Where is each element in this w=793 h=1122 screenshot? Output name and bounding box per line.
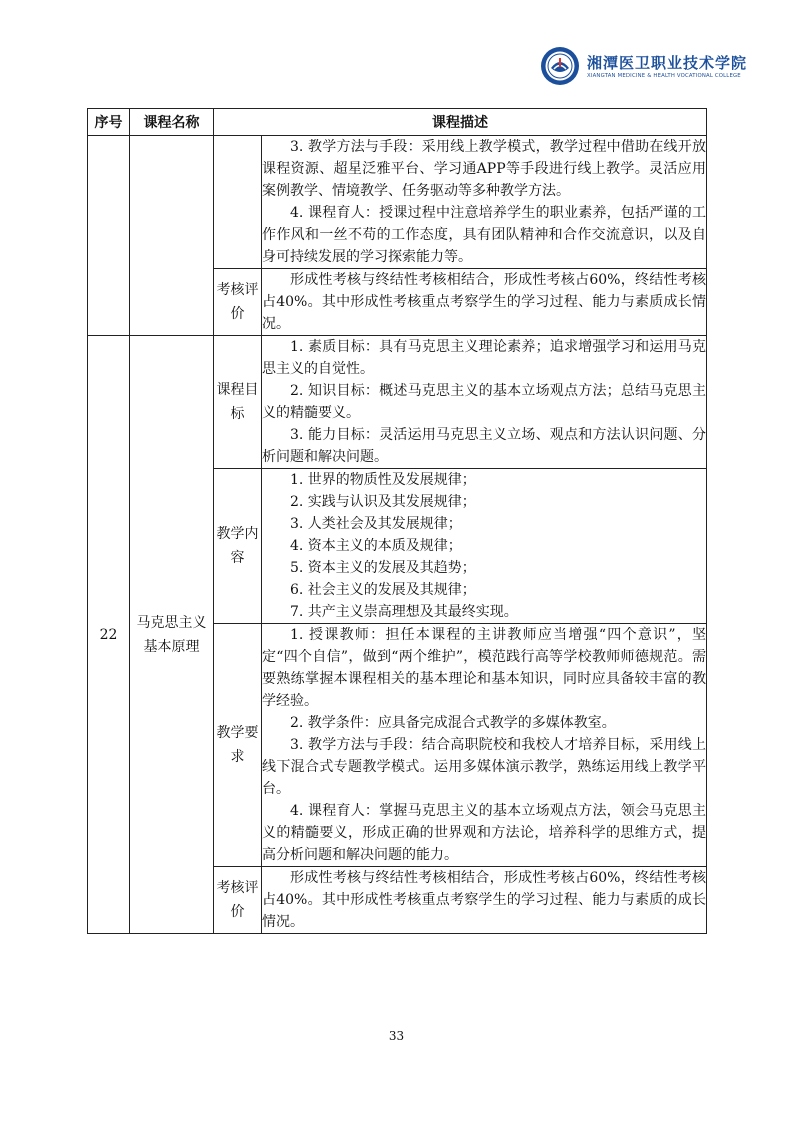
list-item: 4. 课程育人：授课过程中注意培养学生的职业素养，包括严谨的工作作风和一丝不苟的工作态度，具有团队精神和合作交流意识，以及自身可持续发展的学习探索能力等。 <box>262 205 706 265</box>
content-desc <box>262 469 707 624</box>
assessment-desc <box>262 867 707 934</box>
course-name: 马克思主义基本原理 <box>130 336 214 934</box>
assessment-text: 形成性考核与终结性考核相结合，形成性考核占60%，终结性考核占40%。其中形成性考核重点考察学生的学习过程、能力与素质成长情况。 <box>262 272 706 332</box>
col-header-course-name: 课程名称 <box>130 109 214 136</box>
school-name-en: XIANGTAN MEDICINE & HEALTH VOCATIONAL COLLEGE <box>587 73 741 79</box>
col-header-number: 序号 <box>88 109 130 136</box>
list-item: 3. 能力目标：灵活运用马克思主义立场、观点和方法认识问题、分析问题和解决问题。 <box>262 427 706 465</box>
continued-name-cell <box>130 136 214 336</box>
course-number: 22 <box>88 336 130 934</box>
list-item: 6. 社会主义的发展及其规律； <box>290 582 476 598</box>
col-header-description: 课程描述 <box>214 109 707 136</box>
course-description-table <box>87 108 707 934</box>
goals-desc <box>262 336 707 469</box>
list-item: 5. 资本主义的发展及其趋势； <box>290 560 476 576</box>
continued-category-cell <box>214 136 262 269</box>
school-logo <box>540 44 748 90</box>
continued-assessment-label: 考核评价 <box>214 269 262 336</box>
continued-method-row <box>88 136 707 269</box>
list-item: 1. 世界的物质性及发展规律； <box>290 472 476 488</box>
list-item: 1. 素质目标：具有马克思主义理论素养；追求增强学习和运用马克思主义的自觉性。 <box>262 339 706 377</box>
list-item: 7. 共产主义崇高理想及其最终实现。 <box>290 604 518 620</box>
school-name: 湘潭医卫职业技术学院 <box>587 54 748 72</box>
list-item: 2. 实践与认识及其发展规律； <box>290 494 476 510</box>
list-item: 3. 教学方法与手段：结合高职院校和我校人才培养目标，采用线上线下混合式专题教学模式。运用多媒体演示教学，熟练运用线上教学平台。 <box>262 737 706 797</box>
list-item: 4. 资本主义的本质及规律； <box>290 538 462 554</box>
page-number: 33 <box>388 1029 405 1043</box>
assessment-label: 考核评价 <box>214 867 262 934</box>
list-item: 4. 课程育人：掌握马克思主义的基本立场观点方法，领会马克思主义的精髓要义，形成正确的世界观和方法论，培养科学的思维方式，提高分析问题和解决问题的能力。 <box>262 803 706 863</box>
list-item: 3. 人类社会及其发展规律； <box>290 516 462 532</box>
goals-label: 课程目标 <box>214 336 262 469</box>
content-label: 教学内容 <box>214 469 262 624</box>
school-emblem-icon <box>540 46 580 86</box>
requirements-desc <box>262 624 707 867</box>
requirements-label: 教学要求 <box>214 624 262 867</box>
continued-number-cell <box>88 136 130 336</box>
list-item: 2. 教学条件：应具备完成混合式教学的多媒体教室。 <box>290 715 616 731</box>
continued-assessment-desc <box>262 269 707 336</box>
list-item: 2. 知识目标：概述马克思主义的基本立场观点方法；总结马克思主义的精髓要义。 <box>262 383 706 421</box>
table-header-row <box>88 109 707 136</box>
course-goals-row <box>88 336 707 469</box>
list-item: 1. 授课教师：担任本课程的主讲教师应当增强“四个意识”，坚定“四个自信”，做到“两个维护”，模范践行高等学校教师师德规范。需要熟练掌握本课程相关的基本理论和基本知识，同时应具备较丰富的教学经验。 <box>262 627 706 709</box>
continued-method-desc <box>262 136 707 269</box>
assessment-text: 形成性考核与终结性考核相结合，形成性考核占60%，终结性考核占40%。其中形成性考核重点考察学生的学习过程、能力与素质的成长情况。 <box>262 870 706 930</box>
list-item: 3. 教学方法与手段：采用线上教学模式，教学过程中借助在线开放课程资源、超星泛雅平台、学习通APP等手段进行线上教学。灵活应用案例教学、情境教学、任务驱动等多种教学方法。 <box>262 139 706 199</box>
